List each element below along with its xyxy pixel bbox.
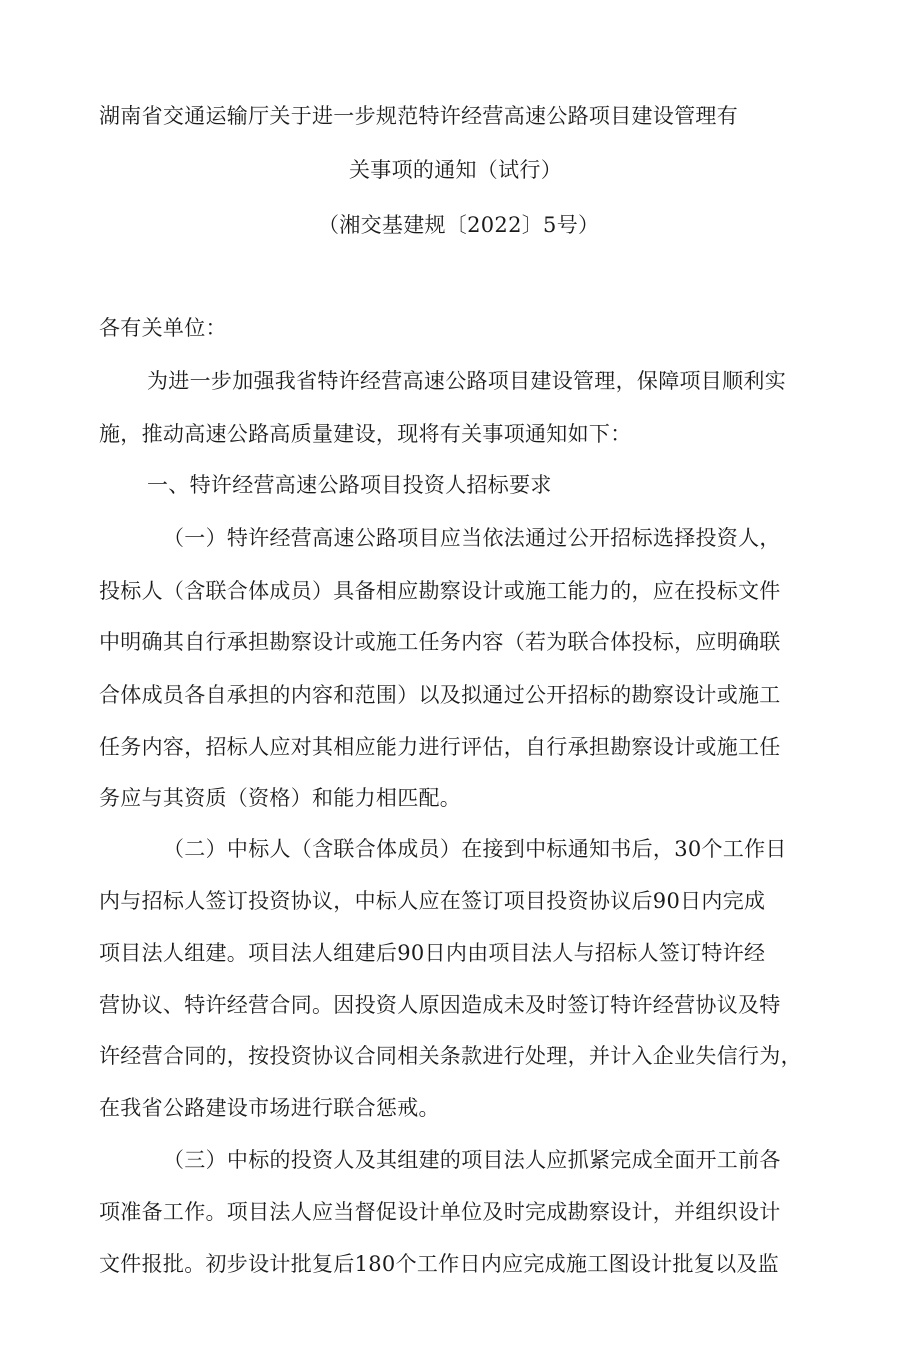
paragraph-3-line: 文件报批。初步设计批复后180个工作日内应完成施工图设计批复以及监 — [99, 1252, 779, 1276]
paragraph-1-line: 投标人（含联合体成员）具备相应勘察设计或施工能力的，应在投标文件 — [99, 579, 781, 603]
paragraph-3-line: （三）中标的投资人及其组建的项目法人应抓紧完成全面开工前各 — [163, 1148, 781, 1172]
paragraph-2-line: 内与招标人签订投资协议，中标人应在签订项目投资协议后90日内完成 — [99, 889, 766, 913]
paragraph-2-line: 许经营合同的，按投资协议合同相关条款进行处理，并计入企业失信行为， — [99, 1044, 802, 1068]
salutation: 各有关单位： — [99, 316, 227, 340]
paragraph-1-line: 中明确其自行承担勘察设计或施工任务内容（若为联合体投标，应明确联 — [99, 630, 781, 654]
intro-line: 施，推动高速公路高质量建设，现将有关事项通知如下： — [99, 422, 632, 446]
paragraph-1-line: 务应与其资质（资格）和能力相匹配。 — [99, 786, 462, 810]
paragraph-1-line: （一）特许经营高速公路项目应当依法通过公开招标选择投资人， — [163, 526, 781, 550]
intro-line: 为进一步加强我省特许经营高速公路项目建设管理，保障项目顺利实 — [147, 369, 786, 393]
paragraph-2-line: （二）中标人（含联合体成员）在接到中标通知书后，30个工作日 — [163, 837, 787, 861]
section-heading: 一、特许经营高速公路项目投资人招标要求 — [147, 473, 552, 497]
paragraph-3-line: 项准备工作。项目法人应当督促设计单位及时完成勘察设计，并组织设计 — [99, 1200, 781, 1224]
paragraph-2-line: 项目法人组建。项目法人组建后90日内由项目法人与招标人签订特许经 — [99, 941, 766, 965]
paragraph-1-line: 任务内容，招标人应对其相应能力进行评估，自行承担勘察设计或施工任 — [99, 735, 781, 759]
title-line-2: 关事项的通知（试行） — [349, 158, 562, 182]
paragraph-2-line: 营协议、特许经营合同。因投资人原因造成未及时签订特许经营协议及特 — [99, 993, 781, 1017]
paragraph-2-line: 在我省公路建设市场进行联合惩戒。 — [99, 1096, 440, 1120]
title-line-1: 湖南省交通运输厅关于进一步规范特许经营高速公路项目建设管理有 — [99, 104, 738, 128]
paragraph-1-line: 合体成员各自承担的内容和范围）以及拟通过公开招标的勘察设计或施工 — [99, 683, 781, 707]
document-number: （湘交基建规〔2022〕5号） — [318, 213, 600, 237]
